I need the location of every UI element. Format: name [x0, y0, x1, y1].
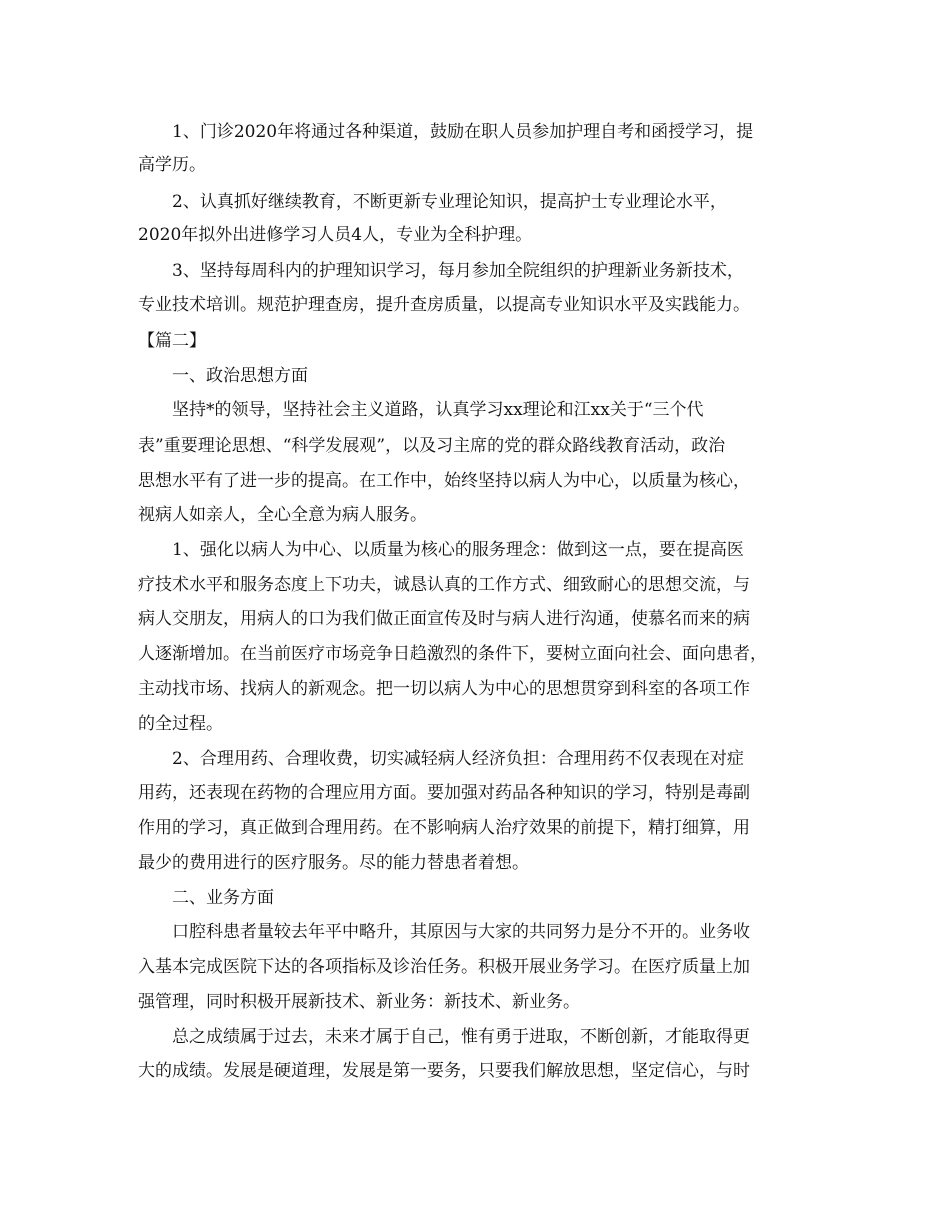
- paragraph-line: 表”重要理论思想、“科学发展观”，以及习主席的党的群众路线教育活动，政治: [138, 436, 726, 456]
- paragraph-line: 疗技术水平和服务态度上下功夫，诚恳认真的工作方式、细致耐心的思想交流，与: [138, 575, 750, 595]
- paragraph-line: 2、认真抓好继续教育，不断更新专业理论知识，提高护士专业理论水平，: [172, 192, 727, 212]
- paragraph-line: 用药，还表现在药物的合理应用方面。要加强对药品各种知识的学习，特别是毒副: [138, 783, 750, 803]
- paragraph-line: 作用的学习，真正做到合理用药。在不影响病人治疗效果的前提下，精打细算，用: [138, 818, 750, 838]
- paragraph-line: 思想水平有了进一步的提高。在工作中，始终坚持以病人为中心，以质量为核心，: [138, 471, 750, 491]
- subsection-heading: 二、业务方面: [172, 888, 274, 908]
- paragraph-line: 1、门诊2020年将通过各种渠道，鼓励在职人员参加护理自考和函授学习，提: [172, 122, 754, 142]
- paragraph-line: 2020年拟外出进修学习人员4人，专业为全科护理。: [138, 225, 533, 245]
- paragraph-line: 病人交朋友，用病人的口为我们做正面宣传及时与病人进行沟通，使慕名而来的病: [138, 609, 750, 629]
- paragraph-line: 1、强化以病人为中心、以质量为核心的服务理念：做到这一点，要在提高医: [172, 540, 744, 560]
- paragraph-line: 最少的费用进行的医疗服务。尽的能力替患者着想。: [138, 853, 529, 873]
- paragraph-line: 总之成绩属于过去，未来才属于自己，惟有勇于进取，不断创新，才能取得更: [172, 1027, 750, 1047]
- paragraph-line: 主动找市场、找病人的新观念。把一切以病人为中心的思想贯穿到科室的各项工作: [138, 679, 750, 699]
- paragraph-line: 的全过程。: [138, 714, 223, 734]
- paragraph-line: 强管理，同时积极开展新技术、新业务：新技术、新业务。: [138, 992, 580, 1012]
- paragraph-line: 大的成绩。发展是硬道理，发展是第一要务，只要我们解放思想，坚定信心，与时: [138, 1061, 750, 1081]
- paragraph-line: 人逐渐增加。在当前医疗市场竞争日趋激烈的条件下，要树立面向社会、面向患者，: [138, 644, 767, 664]
- paragraph-line: 2、合理用药、合理收费，切实减轻病人经济负担：合理用药不仅表现在对症: [172, 749, 744, 769]
- subsection-heading: 一、政治思想方面: [172, 366, 308, 386]
- paragraph-line: 入基本完成医院下达的各项指标及诊治任务。积极开展业务学习。在医疗质量上加: [138, 957, 750, 977]
- section-heading: 【篇二】: [138, 331, 206, 351]
- paragraph-line: 专业技术培训。规范护理查房，提升查房质量，以提高专业知识水平及实践能力。: [138, 295, 750, 315]
- paragraph-line: 坚持*的领导，坚持社会主义道路，认真学习xx理论和江xx关于“三个代: [172, 400, 704, 420]
- paragraph-line: 视病人如亲人，全心全意为病人服务。: [138, 505, 427, 525]
- paragraph-line: 高学历。: [138, 155, 206, 175]
- paragraph-line: 口腔科患者量较去年平中略升，其原因与大家的共同努力是分不开的。业务收: [172, 922, 750, 942]
- paragraph-line: 3、坚持每周科内的护理知识学习，每月参加全院组织的护理新业务新技术，: [172, 261, 744, 281]
